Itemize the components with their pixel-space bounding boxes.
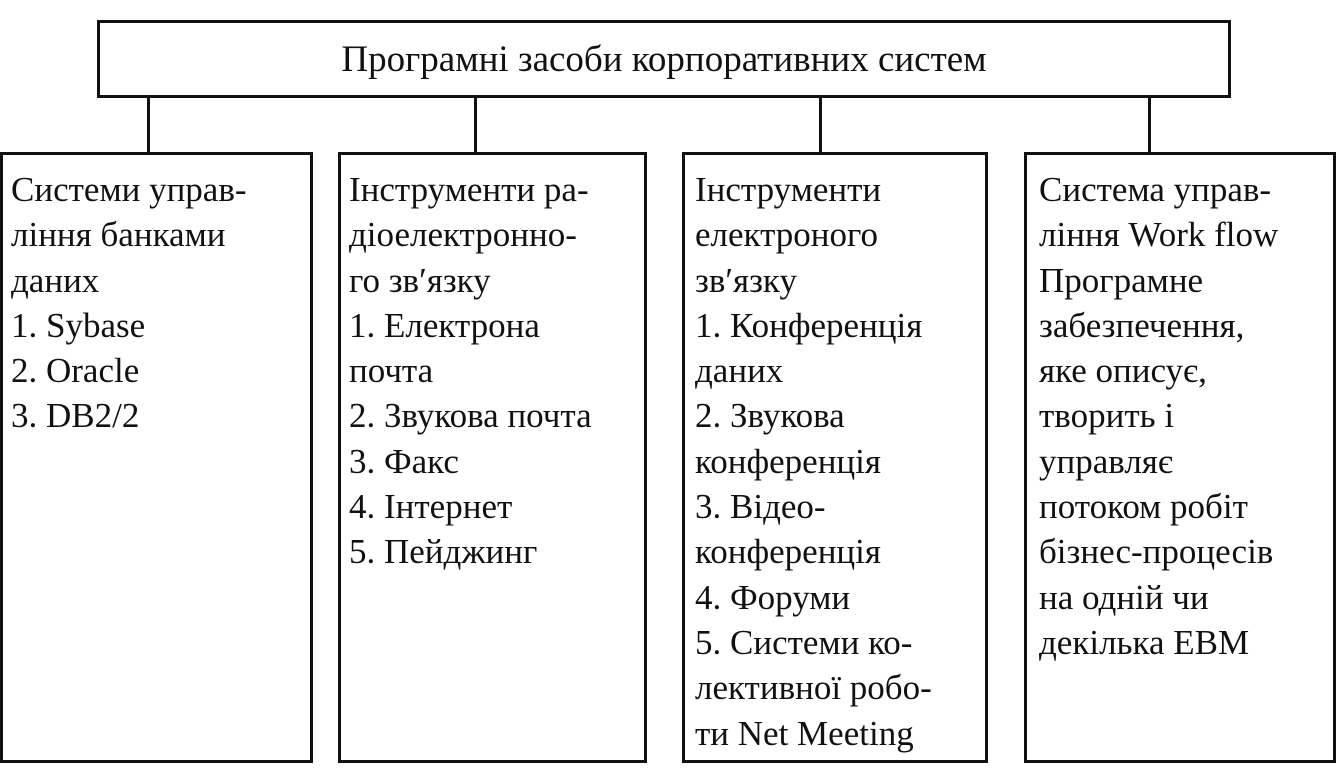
node-text-line: 2. Звукова почта [349,396,592,436]
node-text-line: лективної робо- [695,668,932,708]
node-text-line: потоком робіт [1039,487,1248,527]
node-text-line: 3. Факс [349,441,459,481]
node-text-line: 4. Форуми [695,577,851,617]
node-text-line: го зв′язку [349,260,491,300]
node-text-line: управляє [1039,441,1173,481]
node-databases [0,152,313,763]
node-text-line: Системи управ- [11,170,247,209]
connector-workflow [1148,97,1151,153]
node-text-line: конференція [695,441,881,481]
node-text-line: ління банками [11,215,226,255]
node-text-line: 1. Sybase [11,305,146,345]
node-text-line: Інструменти ра- [349,170,589,209]
node-text-line: творить і [1039,396,1175,436]
connector-radio-communication [474,97,477,153]
node-text-line: Програмне [1039,260,1204,300]
node-text-line: забезпечення, [1039,305,1245,345]
node-text-line: яке описує, [1039,351,1207,391]
node-text-line: 3. DB2/2 [11,396,140,436]
node-text-line: ти Net Meeting [695,713,914,753]
node-text-line: діоелектронно- [349,215,577,255]
node-text-line: зв′язку [695,260,797,300]
node-text-line: декілька ЕВМ [1039,622,1250,662]
node-text-line: 5. Пейджинг [349,532,538,572]
connector-electronic-communication [819,97,822,153]
node-text-line: 5. Системи ко- [695,622,913,662]
node-text-line: Інструменти [695,170,882,209]
node-text-line: електроного [695,215,879,255]
root-node [97,20,1231,98]
node-text-line: 2. Звукова [695,396,845,436]
root-title: Програмні засоби корпоративних систем [341,38,987,80]
node-text-line: даних [11,260,100,300]
node-text-line: ління Work flow [1039,215,1279,255]
node-text-line: конференція [695,532,881,572]
node-text-line: даних [695,351,784,391]
node-text-line: Система управ- [1039,170,1272,209]
node-text-line: 1. Конференція [695,305,923,345]
node-workflow [1024,152,1336,763]
node-text-line: 4. Інтернет [349,487,513,527]
node-text-line: на одній чи [1039,577,1209,617]
node-text-line: 1. Електрона [349,305,540,345]
node-electronic-communication [682,152,988,763]
node-text-line: бізнес-процесів [1039,532,1274,572]
node-radio-communication [338,152,647,763]
connector-databases [147,97,150,153]
node-text-line: почта [349,351,434,391]
node-text-line: 2. Oracle [11,351,140,391]
node-text-line: 3. Відео- [695,487,826,527]
